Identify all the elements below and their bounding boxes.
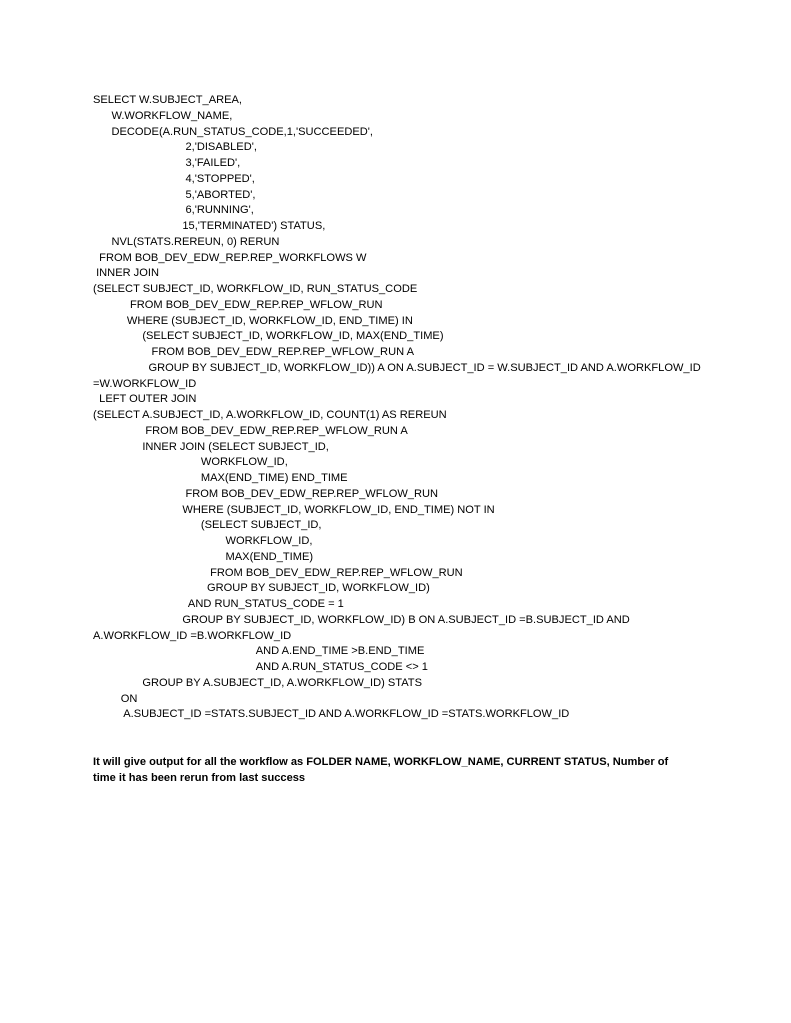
sql-line: WHERE (SUBJECT_ID, WORKFLOW_ID, END_TIME) IN: [93, 314, 413, 327]
sql-line: WORKFLOW_ID,: [93, 456, 288, 469]
sql-line: ON: [93, 692, 138, 705]
sql-line: GROUP BY SUBJECT_ID, WORKFLOW_ID): [93, 582, 430, 595]
sql-line: 3,'FAILED',: [93, 157, 241, 169]
sql-line: INNER JOIN (SELECT SUBJECT_ID,: [93, 440, 329, 453]
sql-line: NVL(STATS.REREUN, 0) RERUN: [93, 235, 280, 248]
output-description: [93, 755, 713, 787]
sql-line: SELECT W.SUBJECT_AREA,: [93, 94, 242, 106]
sql-line: FROM BOB_DEV_EDW_REP.REP_WFLOW_RUN A: [93, 424, 408, 437]
sql-line: 6,'RUNNING',: [93, 204, 254, 217]
sql-line: (SELECT SUBJECT_ID, WORKFLOW_ID, MAX(END_TIME): [93, 330, 444, 343]
sql-line: MAX(END_TIME) END_TIME: [93, 472, 348, 484]
sql-line: AND A.END_TIME >B.END_TIME: [93, 645, 425, 658]
sql-line: FROM BOB_DEV_EDW_REP.REP_WFLOW_RUN: [93, 487, 438, 500]
sql-line: AND A.RUN_STATUS_CODE <> 1: [93, 661, 428, 673]
sql-line: =W.WORKFLOW_ID: [93, 377, 197, 390]
sql-line: 2,'DISABLED',: [93, 141, 257, 154]
sql-line: (SELECT A.SUBJECT_ID, A.WORKFLOW_ID, COUNT(1) AS REREUN: [93, 409, 447, 421]
sql-line: (SELECT SUBJECT_ID, WORKFLOW_ID, RUN_STATUS_CODE: [93, 283, 418, 295]
output-description-line: It will give output for all the workflow as FOLDER NAME, WORKFLOW_NAME, CURRENT STATUS, Number of: [93, 756, 669, 768]
sql-line: FROM BOB_DEV_EDW_REP.REP_WFLOW_RUN A: [93, 346, 414, 358]
sql-line: 4,'STOPPED',: [93, 172, 255, 185]
sql-line: DECODE(A.RUN_STATUS_CODE,1,'SUCCEEDED',: [93, 125, 373, 138]
sql-line: MAX(END_TIME): [93, 550, 314, 563]
sql-line: WORKFLOW_ID,: [93, 535, 313, 547]
sql-line: (SELECT SUBJECT_ID,: [93, 519, 322, 532]
sql-line: W.WORKFLOW_NAME,: [93, 109, 233, 122]
sql-line: LEFT OUTER JOIN: [93, 393, 197, 406]
sql-line: A.SUBJECT_ID =STATS.SUBJECT_ID AND A.WORKFLOW_ID =STATS.WORKFLOW_ID: [93, 708, 570, 721]
sql-line: 5,'ABORTED',: [93, 188, 256, 201]
sql-query-block: [93, 93, 713, 723]
sql-line: AND RUN_STATUS_CODE = 1: [93, 598, 344, 610]
sql-line: GROUP BY A.SUBJECT_ID, A.WORKFLOW_ID) STATS: [93, 676, 422, 689]
sql-line: WHERE (SUBJECT_ID, WORKFLOW_ID, END_TIME) NOT IN: [93, 503, 495, 516]
sql-line: FROM BOB_DEV_EDW_REP.REP_WORKFLOWS W: [93, 251, 367, 264]
sql-line: GROUP BY SUBJECT_ID, WORKFLOW_ID)) A ON A.SUBJECT_ID = W.SUBJECT_ID AND A.WORKFLOW_ID: [93, 361, 701, 374]
sql-line: GROUP BY SUBJECT_ID, WORKFLOW_ID) B ON A.SUBJECT_ID =B.SUBJECT_ID AND: [93, 613, 630, 626]
sql-line: FROM BOB_DEV_EDW_REP.REP_WFLOW_RUN: [93, 566, 463, 579]
output-description-line: time it has been rerun from last success: [93, 771, 306, 784]
sql-line: A.WORKFLOW_ID =B.WORKFLOW_ID: [93, 629, 292, 642]
sql-line: FROM BOB_DEV_EDW_REP.REP_WFLOW_RUN: [93, 298, 383, 311]
sql-line: INNER JOIN: [93, 267, 159, 280]
sql-line: 15,'TERMINATED') STATUS,: [93, 220, 326, 232]
